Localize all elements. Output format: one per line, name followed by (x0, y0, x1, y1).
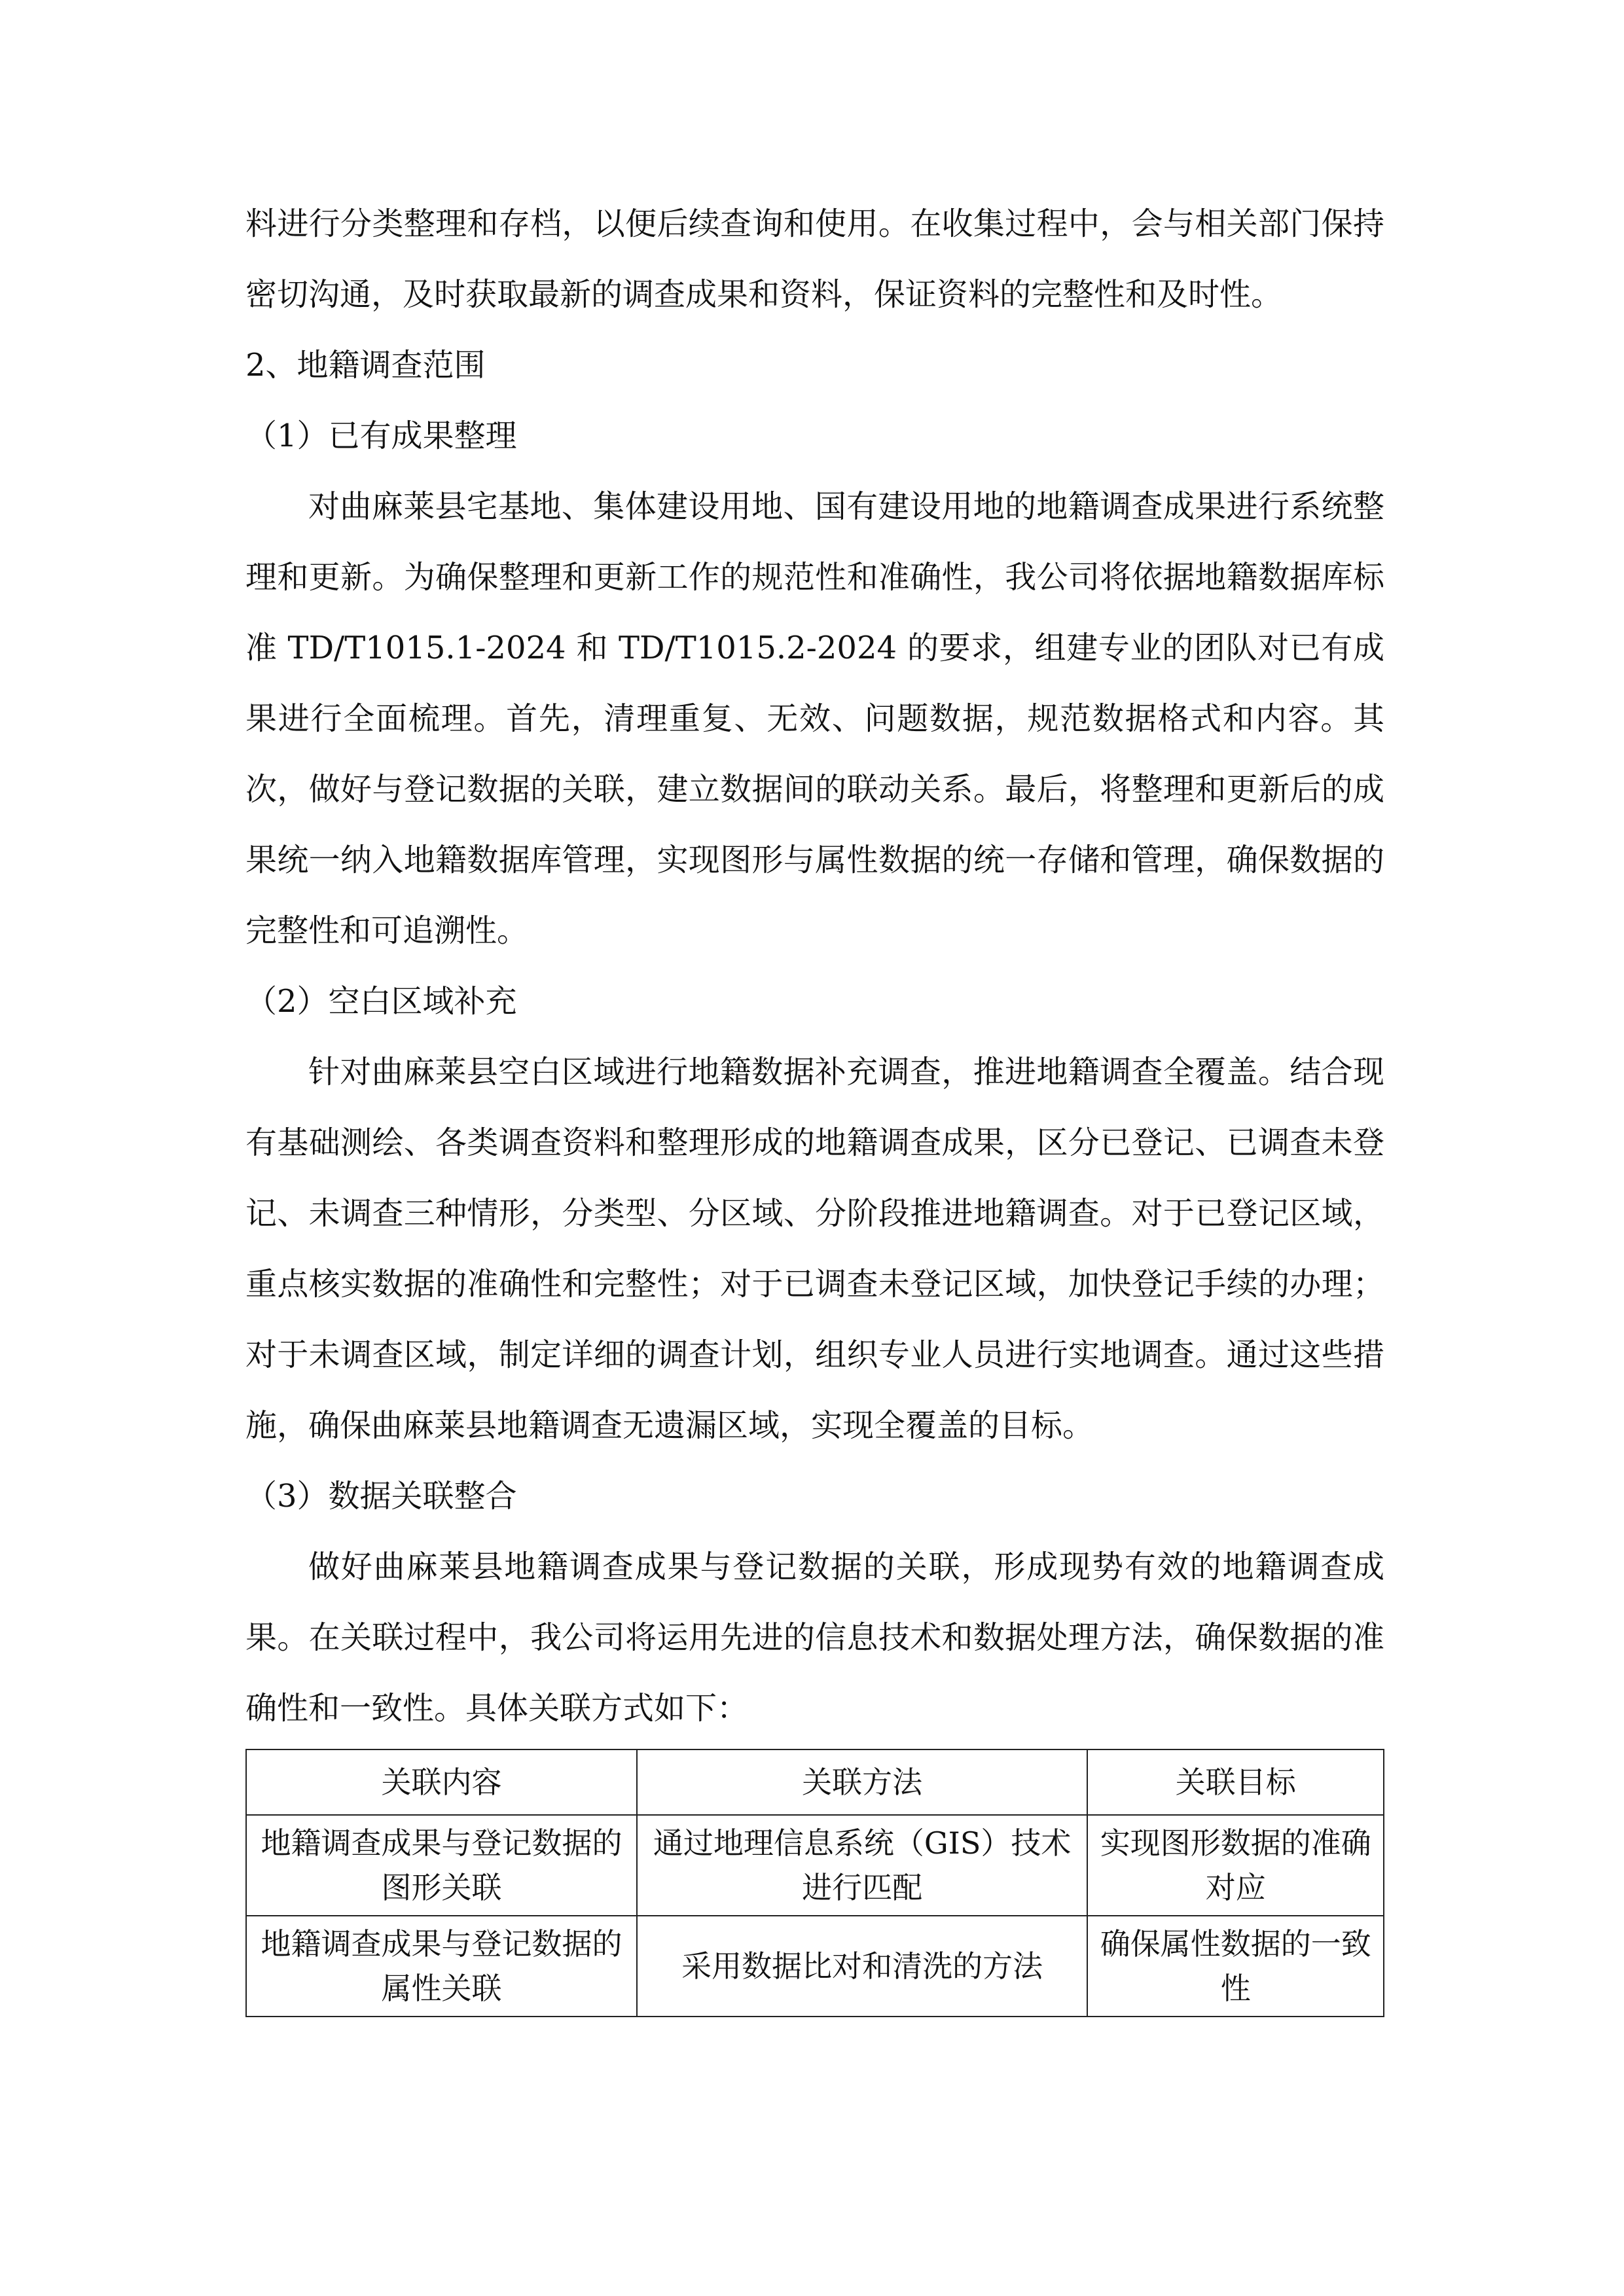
intro-paragraph: 料进行分类整理和存档，以便后续查询和使用。在收集过程中，会与相关部门保持密切沟通，及时获取最新的调查成果和资料，保证资料的完整性和及时性。 (245, 206, 1384, 313)
table-cell: 采用数据比对和清洗的方法 (637, 1916, 1088, 2017)
subsection-body-existing-results: 对曲麻莱县宅基地、集体建设用地、国有建设用地的地籍调查成果进行系统整理和更新。为确保整理和更新工作的规范性和准确性，我公司将依据地籍数据库标准 TD/T1015.1-2024 和 TD/T1015.2-2024 的要求，组建专业的团队对已有成果进行全面梳理。首先，清理重复、无效、问题数据，规范数据格式和内容。其次，做好与登记数据的关联，建立数据间的联动关系。最后，将整理和更新后的成果统一纳入地籍数据库管理，实现图形与属性数据的统一存储和管理，确保数据的完整性和可追溯性。 (245, 488, 1384, 949)
table-header-cell: 关联方法 (637, 1749, 1088, 1815)
table-cell: 地籍调查成果与登记数据的图形关联 (246, 1815, 637, 1916)
table-header-row (246, 1749, 1384, 1815)
table-row (246, 1815, 1384, 1916)
subsection-heading-existing-results: （1）已有成果整理 (245, 418, 517, 454)
subsection-body-blank-areas: 针对曲麻莱县空白区域进行地籍数据补充调查，推进地籍调查全覆盖。结合现有基础测绘、各类调查资料和整理形成的地籍调查成果，区分已登记、已调查未登记、未调查三种情形，分类型、分区域、分阶段推进地籍调查。对于已登记区域，重点核实数据的准确性和完整性；对于已调查未登记区域，加快登记手续的办理；对于未调查区域，制定详细的调查计划，组织专业人员进行实地调查。通过这些措施，确保曲麻莱县地籍调查无遗漏区域，实现全覆盖的目标。 (245, 1054, 1384, 1444)
association-table (245, 1749, 1384, 2017)
table-cell: 地籍调查成果与登记数据的属性关联 (246, 1916, 637, 2017)
document-page (245, 188, 1384, 2017)
section-heading-scope: 2、地籍调查范围 (245, 347, 486, 384)
table-cell: 通过地理信息系统（GIS）技术进行匹配 (637, 1815, 1088, 1916)
table-header-cell: 关联内容 (246, 1749, 637, 1815)
subsection-body-data-association: 做好曲麻莱县地籍调查成果与登记数据的关联，形成现势有效的地籍调查成果。在关联过程中，我公司将运用先进的信息技术和数据处理方法，确保数据的准确性和一致性。具体关联方式如下： (245, 1549, 1384, 1727)
subsection-heading-data-association: （3）数据关联整合 (245, 1478, 517, 1515)
table-row (246, 1916, 1384, 2017)
table-cell: 确保属性数据的一致性 (1087, 1916, 1384, 2017)
subsection-heading-blank-areas: （2）空白区域补充 (245, 983, 517, 1020)
table-header-cell: 关联目标 (1087, 1749, 1384, 1815)
table-cell: 实现图形数据的准确对应 (1087, 1815, 1384, 1916)
